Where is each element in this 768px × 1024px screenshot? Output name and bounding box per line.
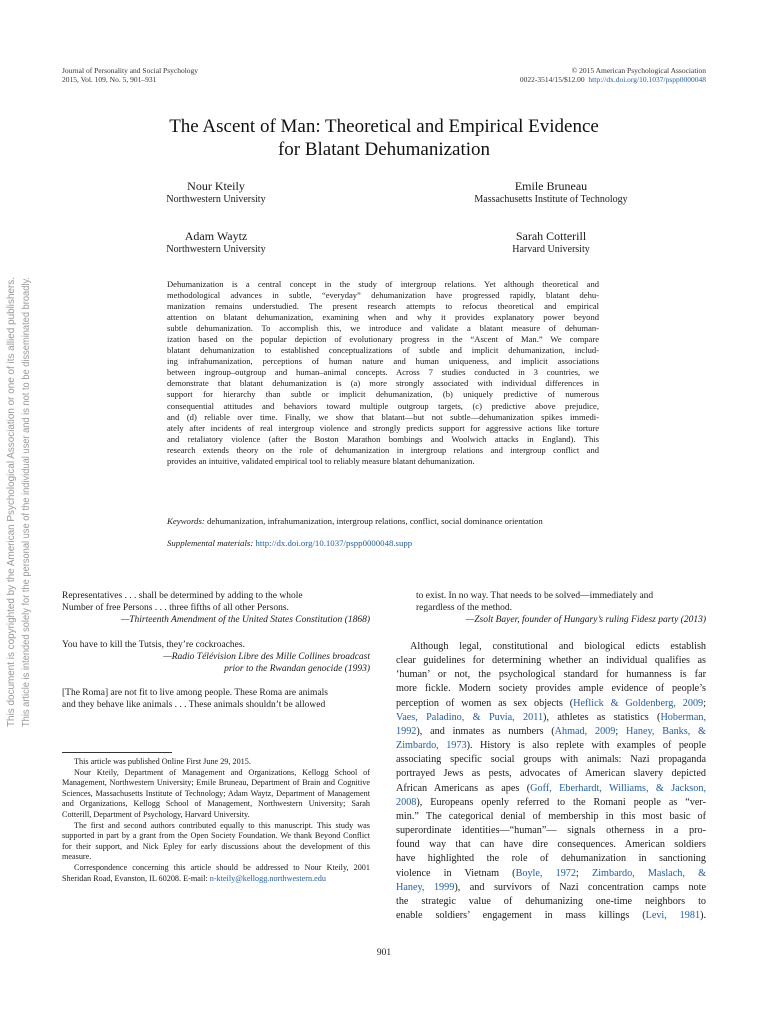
citation-link[interactable]: Hoberman, (660, 711, 706, 723)
epigraph-line: regardless of the method. (416, 603, 513, 614)
side-notice-line2: This article is intended solely for the personal use of the individual user and is not to be disseminated broadly. (21, 270, 32, 727)
issn-doi-line (520, 75, 706, 84)
epigraph-1 (62, 590, 370, 626)
journal-header (62, 66, 198, 84)
page-number: 901 (376, 948, 392, 958)
abstract-line: attention on blatant dehumanization, examining when and why it provides explanatory power beyond (167, 312, 599, 323)
author-name: Adam Waytz (184, 229, 248, 243)
body-line: violence in Vietnam (Boyle, 1972; Zimbardo, Maslach, & (396, 867, 707, 879)
author-name: Nour Kteily (187, 179, 245, 193)
abstract (167, 279, 599, 467)
abstract-line: demonstrate that blatant dehumanization is (a) more strongly associated with individual differences in (167, 378, 599, 389)
supplemental-materials (167, 538, 607, 549)
title-line-2: for Blatant Dehumanization (277, 139, 491, 160)
epigraph-source: —Radio Télévision Libre des Mille Collines broadcast (163, 652, 370, 663)
abstract-line: subtle dehumanization. To accomplish this, we introduce and validate a blatant measure of dehuman- (167, 323, 599, 334)
abstract-line: provides an intuitive, validated empirical tool to reliably measure blatant dehumanization. (167, 455, 475, 466)
supplemental-label: Supplemental materials: (167, 538, 254, 548)
footnote-affiliations: Nour Kteily, Department of Management and Organizations, Kellogg School of Management, Northwestern University; Emile Bruneau, Department of Brain and Cognitive Sciences, Massachusetts Institute of Technology; Adam Waytz, Department of Management and Organizations, Kellogg School of Management, Northwestern University; Sarah Cotterill, Department of Psychology, Harvard University. (62, 767, 370, 819)
body-line: Haney, 1999), and survivors of Nazi concentration camps note (396, 881, 706, 893)
side-notice-line1: This document is copyrighted by the American Psychological Association or one of its allied publishers. (6, 270, 17, 727)
author-affiliation: Northwestern University (166, 194, 266, 205)
body-paragraph (396, 640, 706, 923)
footnote-published: This article was published Online First June 29, 2015. (74, 757, 251, 766)
body-line: 1992), and inmates as numbers (Ahmad, 2009; Haney, Banks, & (396, 725, 706, 737)
keywords-label: Keywords: (167, 516, 205, 526)
citation-link[interactable]: Goff, Eberhardt, Williams, & Jackson, (530, 782, 706, 794)
citation-link[interactable]: Haney, 1999 (396, 881, 455, 893)
supplemental-link[interactable]: http://dx.doi.org/10.1037/pspp0000048.supp (255, 538, 413, 548)
citation-link[interactable]: Levi, 1981 (645, 909, 701, 921)
epigraph-source: prior to the Rwandan genocide (1993) (224, 664, 370, 675)
body-line: portrayed Jews as pests, advocates of American slavery depicted (396, 768, 706, 780)
copyright-side-notice (0, 270, 49, 730)
epigraph-line: and they behave like animals . . . These animals shouldn’t be allowed (62, 700, 326, 711)
epigraph-3 (62, 687, 370, 711)
abstract-line: ization based on the popular depiction of evolutionary progress in the “Ascent of Man.” We compare (167, 334, 599, 345)
abstract-line: ately after incidents of real intergroup violence and strongly predicts support for aggressive actions like torture (167, 422, 599, 433)
epigraph-line: Number of free Persons . . . three fifths of all other Persons. (62, 603, 289, 614)
abstract-line: consequential attitudes and behaviors toward multiple outgroup targets, (c) predictive above prejudice, (167, 400, 599, 411)
email-link[interactable]: n-kteily@kellogg.northwestern.edu (209, 873, 326, 883)
epigraph-line: [The Roma] are not fit to live among people. These Roma are animals (62, 688, 329, 698)
abstract-line: ing infrahumanization, perceptions of human nature and human uniqueness, and implicit associations (167, 356, 599, 367)
abstract-line: between ingroup–outgroup and human–animal concepts. Across 7 studies conducted in 3 countries, we (167, 367, 599, 378)
body-line: perception of women as sex objects (Heflick & Goldenberg, 2009; (396, 697, 706, 709)
author-affiliation: Harvard University (512, 244, 590, 255)
abstract-line: and retaliatory violence (after the Boston Marathon bombings and Woolwich attacks in England). This (167, 433, 599, 444)
article-title (60, 115, 708, 161)
body-line: Zimbardo, 1973). History is also replete with examples of people (396, 740, 706, 752)
epigraph-source: —Thirteenth Amendment of the United States Constitution (1868) (120, 615, 370, 626)
epigraph-source: —Zsolt Bayer, founder of Hungary’s ruling Fidesz party (2013) (465, 615, 706, 626)
footnotes (62, 757, 370, 884)
abstract-line: Dehumanization is a central concept in the study of intergroup relations. Yet although theoretical and (167, 279, 599, 289)
body-line: the strategic value of dehumanizing one-time neighbors to (396, 895, 706, 907)
body-line: more fickle. Modern society provides ample evidence of people’s (396, 683, 706, 695)
abstract-line: manization remains understudied. The present research attempts to refocus theoretical and empirical (167, 301, 599, 312)
abstract-line: blatant dehumanization to established conceptualizations of subtle and implicit dehumanization, includ- (167, 345, 599, 356)
author-affiliation: Massachusetts Institute of Technology (474, 194, 628, 205)
epigraph-line: to exist. In no way. That needs to be solved—immediately and (416, 591, 654, 601)
keywords-text: dehumanization, infrahumanization, intergroup relations, conflict, social dominance orientation (207, 516, 543, 526)
body-line: clear guidelines for determining whether an individual qualifies as (396, 655, 706, 667)
footnote-divider (62, 752, 172, 753)
epigraph-line: Representatives . . . shall be determined by adding to the whole (62, 591, 303, 601)
copyright-header (520, 66, 706, 84)
author-name: Sarah Cotterill (515, 229, 587, 243)
body-line: ‘human’ or not, the psychological standard for humanness is far (396, 669, 706, 681)
author-block (96, 229, 336, 256)
citation-link[interactable]: Zimbardo, 1973 (396, 740, 467, 752)
footnote-acknowledgments: The first and second authors contributed equally to this manuscript. This study was supported in part by a grant from the Open Society Foundation. We thank Beyond Conflict for their support, and Nick Epley for early discussions about the development of this measure. (62, 820, 370, 862)
epigraph-3-continued (396, 590, 706, 626)
body-line: min.” The categorical denial of membership in this most basic of (396, 810, 706, 822)
doi-link[interactable]: http://dx.doi.org/10.1037/pspp0000048 (588, 75, 706, 84)
body-line: 2008), Europeans openly referred to the Romani people as “ver- (396, 796, 706, 808)
author-name: Emile Bruneau (514, 179, 588, 193)
body-line: Vaes, Paladino, & Puvia, 2011), athletes as statistics (Hoberman, (396, 711, 706, 723)
body-line: associating specific social groups with animals: Nazi propaganda (396, 754, 706, 766)
abstract-line: support for hierarchy than subtle or implicit dehumanization, (b) uniquely predictive of numerous (167, 389, 599, 400)
citation-link[interactable]: Heflick & Goldenberg, 2009 (573, 697, 704, 709)
body-line: Although legal, constitutional and biological edicts establish (410, 641, 706, 652)
author-block (96, 179, 336, 206)
body-line: African Americans as apes (Goff, Eberhardt, Williams, & Jackson, (396, 782, 706, 794)
citation-link[interactable]: 1992 (396, 725, 417, 737)
author-block (431, 229, 671, 256)
footnote-correspondence: Correspondence concerning this article should be addressed to Nour Kteily, 2001 Sheridan Road, Evanston, IL 60208. E-mail: n-kteily@kellogg.northwestern.edu (62, 862, 370, 883)
author-block (431, 179, 671, 206)
citation-link[interactable]: Vaes, Paladino, & Puvia, 2011 (396, 711, 544, 723)
citation-link[interactable]: Boyle, 1972 (515, 867, 576, 879)
abstract-line: methodological advances in subtle, “everyday” dehumanization have progressed rapidly, blatant dehu- (167, 290, 599, 301)
journal-volume: 2015, Vol. 109, No. 5, 901–931 (62, 75, 157, 84)
issn: 0022-3514/15/$12.00 (519, 75, 585, 84)
body-line: have highlighted the role of dehumanization in sanctioning (396, 853, 706, 865)
abstract-line: and (d) reliable over time. Finally, we show that blatant—but not subtle—dehumanization spikes immedi- (167, 411, 599, 422)
epigraph-2 (62, 639, 370, 675)
keywords (167, 516, 607, 527)
body-line: superordinate identities—“human”— signals otherness in a pro- (396, 825, 706, 837)
author-affiliation: Northwestern University (166, 244, 266, 255)
epigraph-line: You have to kill the Tutsis, they’re cockroaches. (62, 640, 245, 650)
body-line: found way that can have dire consequences. American soldiers (396, 839, 706, 851)
body-line: enable soldiers’ engagement in mass killings (Levi, 1981). (396, 909, 707, 921)
citation-link[interactable]: Zimbardo, Maslach, & (592, 867, 707, 879)
citation-link[interactable]: Haney, Banks, & (625, 725, 706, 737)
journal-name: Journal of Personality and Social Psychology (62, 66, 199, 75)
citation-link[interactable]: Ahmad, 2009 (554, 725, 616, 737)
copyright-line: © 2015 American Psychological Association (571, 66, 706, 75)
citation-link[interactable]: 2008 (396, 796, 417, 808)
abstract-line: research extends theory on the role of dehumanization in intergroup relations and intergroup conflict and (167, 444, 599, 455)
title-line-1: The Ascent of Man: Theoretical and Empirical Evidence (169, 116, 599, 137)
